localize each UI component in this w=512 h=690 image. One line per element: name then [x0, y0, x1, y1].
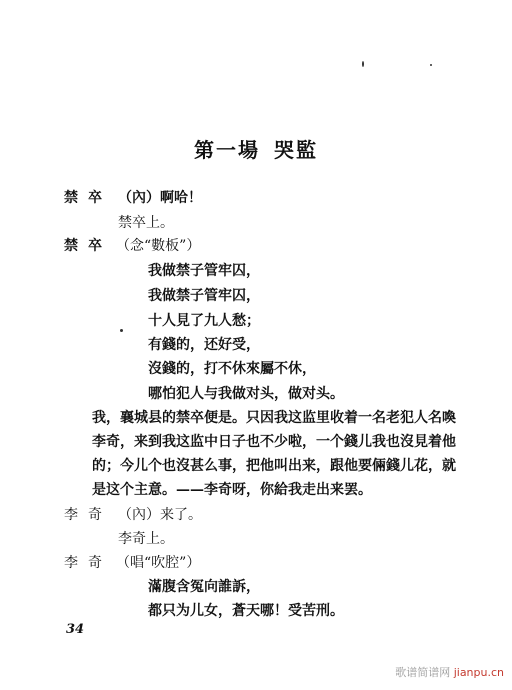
- site-watermark: [395, 664, 504, 680]
- speaker-label: 禁卒: [64, 238, 112, 254]
- verse-line: 我做禁子管牢囚，: [148, 288, 260, 304]
- scene-number: 第一場: [194, 138, 260, 162]
- ink-speck: [120, 329, 123, 332]
- prose-line: 李奇，来到我这监中日子也不少啦，一个錢儿我也沒見着他: [92, 434, 456, 450]
- dialogue-line: （內）啊哈！: [118, 190, 202, 206]
- speaker-label: 李奇: [64, 507, 112, 523]
- watermark-url: jianpu.cn: [453, 666, 504, 679]
- verse-line: 都只为儿女，蒼天哪！受苦刑。: [148, 603, 344, 619]
- speaker-label: 李奇: [64, 555, 112, 571]
- stage-direction: 李奇上。: [118, 531, 174, 547]
- ink-speck: [430, 64, 432, 66]
- scene-title: [0, 134, 512, 163]
- dialogue-line: （內）来了。: [118, 507, 202, 523]
- verse-line: 沒錢的，打不休來屬不休，: [148, 361, 316, 377]
- verse-line: 我做禁子管牢囚，: [148, 263, 260, 279]
- dialogue-line: （念“數板”）: [116, 238, 201, 254]
- verse-line: 有錢的，还好受，: [148, 337, 260, 353]
- ink-speck: [362, 61, 364, 67]
- prose-line: 的；今儿个也沒甚么事，把他叫出来，跟他要倆錢儿花，就: [92, 458, 456, 474]
- stage-direction: 禁卒上。: [118, 215, 174, 231]
- scene-name: 哭監: [274, 138, 318, 162]
- verse-line: 十人見了九人愁；: [148, 313, 260, 329]
- speaker-label: 禁卒: [64, 190, 112, 206]
- verse-line: 哪怕犯人与我做对头，做对头。: [148, 386, 344, 402]
- verse-line: 滿腹含冤向誰訴，: [148, 579, 260, 595]
- prose-line: 我，襄城县的禁卒便是。只因我这监里收着一名老犯人名喚: [92, 410, 456, 426]
- dialogue-line: （唱“吹腔”）: [116, 555, 201, 571]
- watermark-site-name: 歌谱简谱网: [395, 666, 451, 679]
- prose-line: 是这个主意。——李奇呀，你給我走出来罢。: [92, 482, 372, 498]
- page-number: 34: [66, 622, 85, 637]
